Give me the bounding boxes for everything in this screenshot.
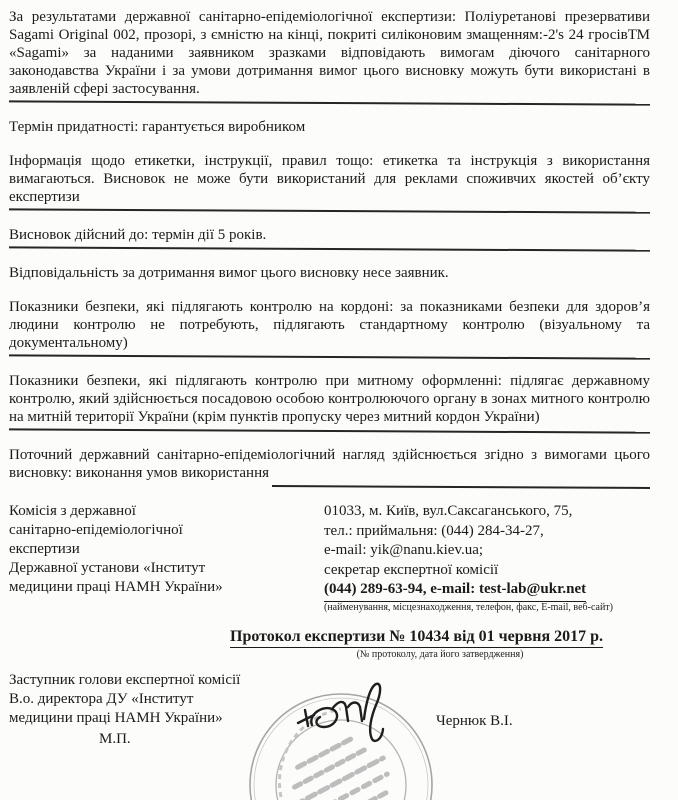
protocol-block bbox=[230, 628, 650, 661]
commission-contacts bbox=[324, 502, 650, 614]
paragraph-shelf-life: Термін придатності: гарантується виробником bbox=[9, 119, 306, 135]
contact-secretary-phone-email: (044) 289-63-94, e-mail: test-lab@ukr.net bbox=[324, 580, 586, 602]
commission-name-line: Комісія з державної bbox=[9, 503, 136, 519]
contact-phone: тел.: приймальня: (044) 284-34-27, bbox=[324, 522, 544, 539]
paragraph-labeling-info: Інформація щодо етикетки, інструкції, правил тощо: етикетка та інструкція з використання вимагаються. Висновок не може бути використаний для реклами споживчих якостей об’єкту експертизи bbox=[9, 153, 650, 205]
commission-block bbox=[9, 502, 650, 614]
contact-secretary: секретар експертної комісії bbox=[324, 561, 499, 578]
paragraph-valid-until: Висновок дійсний до: термін дії 5 років. bbox=[9, 227, 267, 243]
handwritten-signature-icon bbox=[288, 677, 418, 757]
contact-field-caption: (найменування, місцезнаходження, телефон, факс, E-mail, веб-сайт) bbox=[324, 601, 613, 613]
horizontal-rule-partial bbox=[272, 485, 650, 489]
protocol-caption: (№ протоколу, дата його затвердження) bbox=[356, 648, 524, 660]
horizontal-rule bbox=[9, 428, 650, 433]
horizontal-rule bbox=[9, 100, 650, 105]
paragraph-expertise-result: За результатами державної санітарно-епідеміологічної експертизи: Поліуретанові презервативи Sagami Original 002, прозорі, з ємністю на кінці, покриті силіконовим змащенням:-2's 24 гросівТМ «Sagami» за наданими заявником зразками відповідають вимогам діючого санітарного законодавства України і за умови дотримання вимог цього висновку можуть бути використані в заявленій сфері застосування. bbox=[9, 9, 650, 97]
horizontal-rule bbox=[9, 208, 650, 213]
seal-place-mark: М.П. bbox=[99, 730, 131, 747]
signature-block bbox=[0, 671, 678, 800]
paragraph-responsibility: Відповідальність за дотримання вимог цього висновку несе заявник. bbox=[9, 265, 449, 281]
contact-email: e-mail: yik@nanu.kiev.ua; bbox=[324, 542, 484, 558]
signer-name: Чернюк В.І. bbox=[436, 712, 513, 729]
signer-position-line: медицини праці НАМН України» bbox=[9, 709, 223, 726]
signer-position-line: Заступник голови експертної комісії bbox=[9, 671, 241, 688]
commission-name-line: медицини праці НАМН України» bbox=[9, 579, 223, 595]
paragraph-customs-control: Показники безпеки, які підлягають контролю при митному оформленні: підлягає державному контролю, який здійснюється посадовою особою контролюючого органу в зонах митного контролю на митній території України (крім пунктів пропуску через митний кордон України) bbox=[9, 373, 650, 425]
commission-name-line: експертизи bbox=[9, 541, 80, 557]
paragraph-border-control: Показники безпеки, які підлягають контролю на кордоні: за показниками безпеки для здоров’я людини контролю не потребують, підлягають стандартному контролю (візуальному та документальному) bbox=[9, 299, 650, 351]
protocol-number-line: Протокол експертизи № 10434 від 01 червня 2017 р. bbox=[230, 628, 603, 648]
contact-address: 01033, м. Київ, вул.Саксаганського, 75, bbox=[324, 503, 573, 519]
commission-name-line: Державної установи «Інститут bbox=[9, 560, 206, 576]
commission-name-line: санітарно-епідеміологічної bbox=[9, 522, 183, 538]
commission-name bbox=[9, 502, 324, 614]
horizontal-rule bbox=[9, 354, 650, 359]
paragraph-current-supervision: Поточний державний санітарно-епідеміологічний нагляд здійснюється згідно з вимогами цього висновку: виконання умов використання bbox=[9, 447, 650, 481]
signer-position-line: В.о. директора ДУ «Інститут bbox=[9, 690, 194, 707]
horizontal-rule bbox=[9, 246, 650, 251]
